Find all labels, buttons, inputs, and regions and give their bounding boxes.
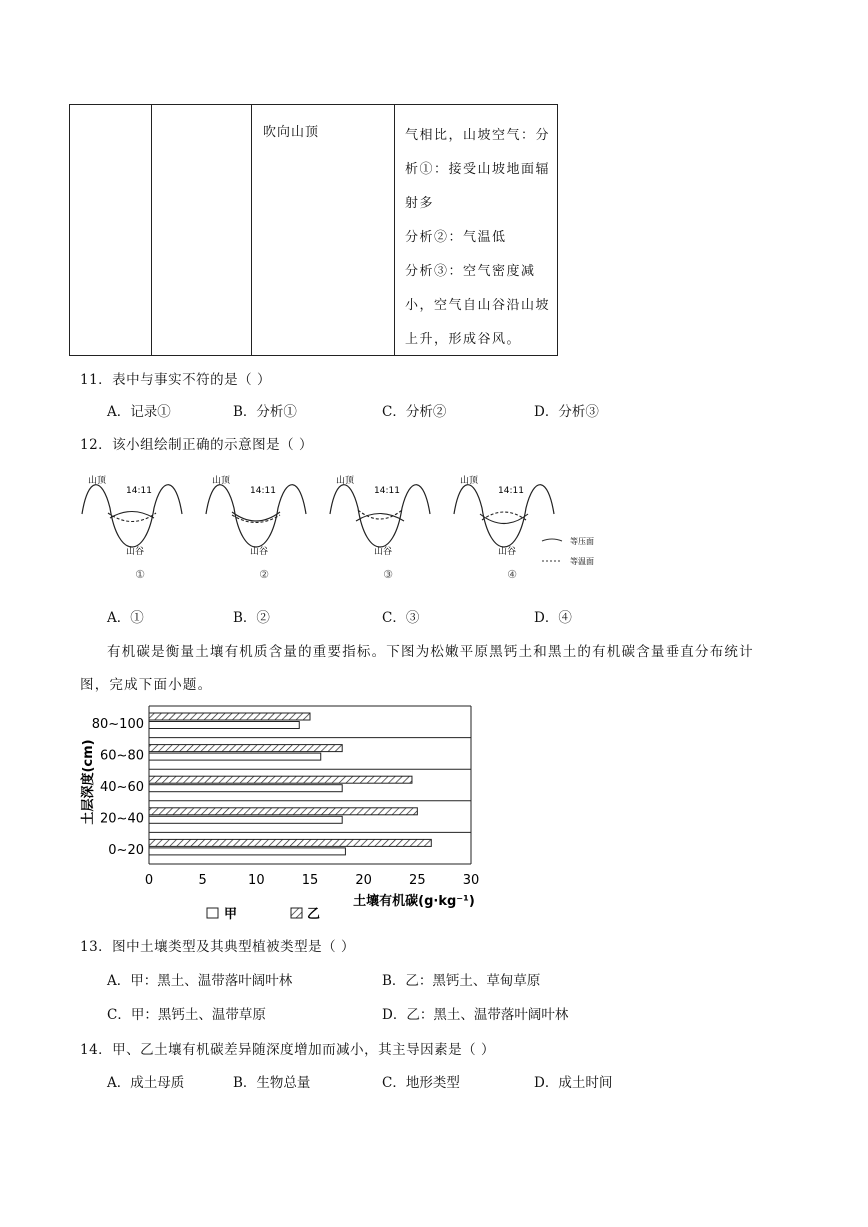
x-tick-label: 25	[409, 873, 426, 888]
q14-option-a[interactable]: A．成土母质	[107, 1075, 185, 1091]
y-tick-label: 40~60	[100, 780, 144, 795]
bar-yi	[149, 776, 412, 783]
valley-wind-diagram	[80, 468, 620, 586]
table-divider	[251, 105, 252, 355]
bar-jia	[149, 816, 342, 823]
q11-option-b[interactable]: B．分析①	[233, 404, 297, 420]
q13-option-b[interactable]: B．乙：黑钙土、草甸草原	[382, 973, 541, 989]
diagram-panel	[206, 474, 306, 581]
question-11: 11．表中与事实不符的是（ ）	[80, 372, 271, 388]
isobar-line	[356, 514, 404, 522]
bar-yi	[149, 808, 417, 815]
q13-option-c[interactable]: C．甲：黑钙土、温带草原	[107, 1007, 266, 1023]
panel-number: ③	[383, 568, 393, 581]
table-line: 分析③：空气密度减	[405, 264, 536, 279]
table-line: 小，空气自山谷沿山坡	[405, 298, 551, 313]
table-line: 析①：接受山坡地面辐	[405, 162, 551, 177]
y-axis-label: 土层深度(cm)	[81, 739, 96, 825]
bar-yi	[149, 713, 310, 720]
valley-label: 山谷	[250, 547, 269, 557]
legend-swatch-yi	[291, 908, 302, 918]
table-cell-analysis	[405, 119, 555, 357]
x-tick-label: 10	[248, 873, 265, 888]
bar-jia	[149, 753, 321, 760]
summit-label: 山顶	[212, 476, 231, 486]
valley-label: 山谷	[498, 547, 517, 557]
q12-option-a[interactable]: A．①	[107, 610, 144, 626]
q11-option-d[interactable]: D．分析③	[534, 404, 599, 420]
isotherm-line	[358, 510, 402, 519]
panel-number: ②	[259, 568, 269, 581]
bar-jia	[149, 848, 345, 855]
isotherm-line	[108, 513, 156, 522]
soil-carbon-chart	[75, 700, 495, 925]
diagram-panel	[330, 474, 430, 581]
summit-label: 山顶	[88, 476, 107, 486]
q12-option-c[interactable]: C．③	[382, 610, 420, 626]
q12-option-d[interactable]: D．④	[534, 610, 572, 626]
valley-label: 山谷	[126, 547, 145, 557]
x-axis-label: 土壤有机碳(g·kg⁻¹)	[353, 894, 475, 909]
isobar-line	[480, 514, 528, 524]
q14-option-b[interactable]: B．生物总量	[233, 1075, 311, 1091]
q11-option-a[interactable]: A．记录①	[107, 404, 171, 420]
x-tick-label: 15	[301, 873, 319, 888]
time-label: 14:11	[250, 486, 276, 496]
question-12: 12．该小组绘制正确的示意图是（ ）	[80, 437, 313, 453]
q14-option-c[interactable]: C．地形类型	[382, 1075, 460, 1091]
table-divider	[151, 105, 152, 355]
table-line: 上升，形成谷风。	[405, 332, 522, 347]
legend-label-yi: 乙	[307, 907, 321, 922]
q13-option-a[interactable]: A．甲：黑土、温带落叶阔叶林	[107, 973, 293, 989]
q13-option-d[interactable]: D．乙：黑土、温带落叶阔叶林	[382, 1007, 569, 1023]
bar-yi	[149, 839, 431, 846]
y-tick-label: 60~80	[100, 748, 144, 764]
isobar-line	[232, 512, 280, 521]
table-line: 分析②：气温低	[405, 230, 507, 245]
x-tick-label: 30	[462, 873, 480, 888]
time-label: 14:11	[374, 486, 400, 496]
valley-label: 山谷	[374, 547, 393, 557]
diagram-legend	[542, 536, 594, 566]
summit-label: 山顶	[460, 476, 479, 486]
bar-jia	[149, 785, 342, 792]
legend-isobar: 等压面	[570, 537, 594, 546]
time-label: 14:11	[126, 486, 152, 496]
bar-yi	[149, 745, 342, 752]
table-line: 射多	[405, 196, 435, 211]
x-tick-label: 20	[355, 873, 372, 888]
question-13: 13．图中土壤类型及其典型植被类型是（ ）	[80, 939, 355, 955]
y-tick-label: 0~20	[108, 843, 144, 859]
summit-label: 山顶	[336, 476, 355, 486]
table-divider	[394, 105, 395, 355]
q12-option-b[interactable]: B．②	[233, 610, 270, 626]
analysis-table	[69, 104, 558, 356]
q14-option-d[interactable]: D．成土时间	[534, 1075, 613, 1091]
y-tick-label: 80~100	[91, 716, 144, 732]
bar-jia	[149, 722, 299, 729]
table-cell-wind: 吹向山顶	[263, 125, 320, 140]
diagram-panel	[82, 474, 182, 581]
intro-line-1: 有机碳是衡量土壤有机质含量的重要指标。下图为松嫩平原黑钙土和黑土的有机碳含量垂直分布统计	[107, 644, 754, 660]
legend-label-jia: 甲	[224, 907, 238, 922]
chart-legend	[207, 907, 320, 922]
isobar-line	[110, 512, 154, 519]
x-tick-label: 0	[144, 873, 154, 888]
y-tick-label: 20~40	[100, 811, 144, 827]
time-label: 14:11	[498, 486, 524, 496]
diagram-panel	[454, 474, 554, 581]
q11-option-c[interactable]: C．分析②	[382, 404, 447, 420]
table-line: 气相比，山坡空气：分	[405, 128, 551, 143]
panel-number: ④	[507, 568, 517, 581]
question-14: 14．甲、乙土壤有机碳差异随深度增加而减小，其主导因素是（ ）	[80, 1042, 495, 1058]
legend-swatch-jia	[207, 908, 218, 918]
isotherm-line	[482, 512, 526, 520]
intro-line-2: 图，完成下面小题。	[80, 677, 213, 693]
panel-number: ①	[135, 568, 145, 581]
x-tick-label: 5	[198, 873, 207, 888]
legend-isotherm: 等温面	[570, 557, 594, 566]
